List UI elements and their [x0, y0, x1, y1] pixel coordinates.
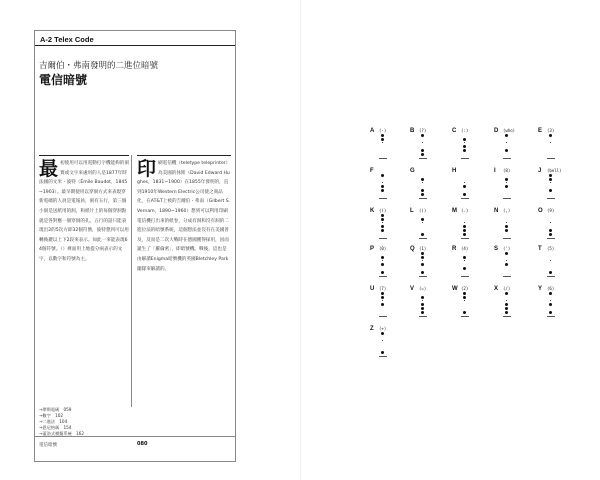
telex-letter-e	[538, 128, 568, 162]
tape-hole	[421, 193, 424, 196]
tape-hole	[463, 145, 466, 148]
tape-hole	[381, 134, 384, 137]
telex-letter-d	[494, 128, 524, 162]
punched-tape-column	[547, 292, 557, 318]
figure-symbol: (/)	[503, 286, 511, 291]
tape-hole	[463, 225, 466, 228]
letter-label: O	[538, 208, 543, 214]
figure-symbol: (6)	[547, 286, 555, 291]
tape-hole	[421, 311, 424, 314]
tape-hole	[381, 218, 384, 221]
sprocket-hole	[550, 260, 551, 261]
tape-hole	[421, 178, 424, 181]
sprocket-hole	[506, 260, 507, 261]
tape-baseline	[503, 198, 511, 199]
tape-hole	[505, 225, 508, 228]
letter-label: S	[494, 246, 499, 252]
punched-tape-column	[379, 174, 389, 200]
tape-hole	[381, 351, 384, 354]
cross-reference[interactable]: →數字 102	[39, 413, 64, 418]
letter-label: P	[370, 246, 375, 252]
sprocket-hole	[506, 182, 507, 183]
telex-letter-q	[410, 246, 440, 280]
tape-hole	[463, 267, 466, 270]
letter-label: X	[494, 286, 499, 292]
tape-hole	[463, 292, 466, 295]
tape-hole	[505, 303, 508, 306]
tape-baseline	[547, 158, 555, 159]
sprocket-hole	[422, 182, 423, 183]
sprocket-hole	[382, 222, 383, 223]
body-text-b: 刷電信機（teletype teleprinter）為美國的休斯（David Edward Hughes，1831~1900）在1855年發明的，直到1910年Western Electric公司使之商品化，在AT&T上被的吉爾伯・弗南（Gilbert S. Vernam，1890~1960）想到可以利用印刷電信機打出來的紙卷，分成有洞和沒有洞的二進位法的暗號系統，這個想法並沒有在美國普及，反而是二次大戰時在德國獲得採用，因而誕生了「羅倫密」，即暗號機。戰後，這也是由解讀Enigma暗號機的英國Bletchley Park團隊來解讀的。	[137, 161, 231, 272]
tape-baseline	[547, 238, 555, 239]
tape-baseline	[503, 316, 511, 317]
punched-tape-column	[379, 214, 389, 240]
tape-hole	[421, 189, 424, 192]
telex-letter-z	[370, 326, 400, 360]
telex-letter-w	[452, 286, 482, 320]
tape-hole	[463, 149, 466, 152]
telex-letter-x	[494, 286, 524, 320]
sprocket-hole	[382, 260, 383, 261]
figure-symbol: (0)	[379, 246, 387, 251]
letter-label: E	[538, 128, 543, 134]
sprocket-hole	[464, 300, 465, 301]
section-code: A-2 Telex Code	[40, 35, 94, 44]
telex-letter-s	[494, 246, 524, 280]
telex-letter-u	[370, 286, 400, 320]
letter-label: B	[410, 128, 415, 134]
tape-baseline	[461, 158, 469, 159]
punched-tape-column	[419, 292, 429, 318]
tape-hole	[505, 252, 508, 255]
tape-hole	[381, 229, 384, 232]
sprocket-hole	[422, 300, 423, 301]
punched-tape-column	[419, 252, 429, 278]
tape-baseline	[547, 198, 555, 199]
tape-baseline	[419, 198, 427, 199]
telex-letter-p	[370, 246, 400, 280]
punched-tape-column	[379, 292, 389, 318]
tape-hole	[549, 134, 552, 137]
tape-hole	[421, 296, 424, 299]
tape-hole	[463, 138, 466, 141]
tape-hole	[381, 174, 384, 177]
punched-tape-column	[379, 134, 389, 160]
punched-tape-column	[461, 292, 471, 318]
sprocket-hole	[422, 142, 423, 143]
tape-hole	[381, 296, 384, 299]
telex-letter-r	[452, 246, 482, 280]
tape-baseline	[461, 238, 469, 239]
tape-hole	[463, 229, 466, 232]
punched-tape-column	[547, 252, 557, 278]
tape-hole	[421, 307, 424, 310]
punched-tape-column	[461, 252, 471, 278]
tape-hole	[421, 252, 424, 255]
tape-baseline	[503, 238, 511, 239]
cross-reference[interactable]: →二進法 104	[39, 419, 68, 424]
tape-baseline	[379, 238, 387, 239]
punched-tape-column	[419, 174, 429, 200]
sprocket-hole	[506, 300, 507, 301]
dropcap-a: 最	[39, 158, 59, 180]
tape-baseline	[379, 316, 387, 317]
tape-hole	[463, 193, 466, 196]
page-title: 電信暗號	[39, 73, 88, 87]
telex-letter-v	[410, 286, 440, 320]
figure-symbol: (2)	[461, 286, 469, 291]
cross-reference[interactable]: →摩斯電碼 059	[39, 407, 72, 412]
punched-tape-column	[503, 292, 513, 318]
tape-hole	[505, 149, 508, 152]
tape-hole	[381, 263, 384, 266]
letter-label: M	[452, 208, 457, 214]
figure-symbol: (8)	[503, 168, 511, 173]
tape-hole	[381, 189, 384, 192]
figure-symbol: (.)	[461, 208, 469, 213]
tape-hole	[463, 311, 466, 314]
tape-hole	[505, 311, 508, 314]
tape-hole	[463, 185, 466, 188]
tape-hole	[505, 292, 508, 295]
figure-symbol: (')	[503, 246, 511, 251]
letter-label: H	[452, 168, 457, 174]
figure-symbol: (5)	[547, 246, 555, 251]
sprocket-hole	[422, 260, 423, 261]
punched-tape-column	[461, 214, 471, 240]
tape-hole	[421, 233, 424, 236]
tape-hole	[421, 153, 424, 156]
figure-symbol: (,)	[503, 208, 511, 213]
tape-hole	[381, 138, 384, 141]
tape-baseline	[503, 276, 511, 277]
telex-letter-h	[452, 168, 482, 202]
figure-symbol: (4)	[461, 246, 469, 251]
tape-hole	[505, 229, 508, 232]
punched-tape-column	[547, 134, 557, 160]
sprocket-hole	[550, 222, 551, 223]
footer-label: 電信暗號	[39, 443, 57, 448]
sprocket-hole	[464, 142, 465, 143]
telex-letter-i	[494, 168, 524, 202]
tape-hole	[549, 178, 552, 181]
punched-tape-column	[503, 214, 513, 240]
tape-hole	[463, 256, 466, 259]
letter-label: J	[538, 168, 542, 174]
telex-letter-m	[452, 208, 482, 242]
tape-hole	[549, 303, 552, 306]
letter-label: F	[370, 168, 374, 174]
punched-tape-column	[547, 174, 557, 200]
punched-tape-column	[461, 134, 471, 160]
letter-label: U	[370, 286, 375, 292]
telex-letter-j	[538, 168, 568, 202]
punched-tape-column	[503, 174, 513, 200]
telex-letter-b	[410, 128, 440, 162]
tape-hole	[421, 303, 424, 306]
letter-label: I	[494, 168, 496, 174]
punched-tape-column	[419, 214, 429, 240]
tape-baseline	[379, 158, 387, 159]
punched-tape-column	[379, 252, 389, 278]
telex-letter-g	[410, 168, 440, 202]
tape-baseline	[461, 198, 469, 199]
punched-tape-column	[379, 332, 389, 358]
tape-hole	[505, 178, 508, 181]
figure-symbol: (+)	[379, 326, 387, 331]
page-subtitle: 吉爾伯・弗南發明的二進位暗號	[39, 61, 159, 71]
letter-label: R	[452, 246, 457, 252]
tape-hole	[421, 218, 424, 221]
telex-letter-n	[494, 208, 524, 242]
letter-label: L	[410, 208, 414, 214]
tape-hole	[549, 292, 552, 295]
letter-label: C	[452, 128, 457, 134]
tape-hole	[381, 256, 384, 259]
tape-hole	[421, 271, 424, 274]
punched-tape-column	[461, 174, 471, 200]
sprocket-hole	[464, 260, 465, 261]
letter-label: N	[494, 208, 499, 214]
tape-hole	[421, 134, 424, 137]
punched-tape-column	[419, 134, 429, 160]
tape-hole	[549, 271, 552, 274]
tape-hole	[505, 307, 508, 310]
tape-hole	[381, 303, 384, 306]
tape-baseline	[419, 276, 427, 277]
figure-symbol: (:)	[461, 128, 469, 133]
tape-hole	[381, 214, 384, 217]
letter-label: Q	[410, 246, 415, 252]
tape-hole	[505, 134, 508, 137]
page-number: 080	[137, 441, 148, 447]
sprocket-hole	[550, 300, 551, 301]
figure-symbol: (-)	[379, 128, 387, 133]
letter-label: G	[410, 168, 415, 174]
tape-hole	[421, 149, 424, 152]
tape-hole	[505, 263, 508, 266]
tape-hole	[549, 229, 552, 232]
cross-reference[interactable]: →蓋洛式模擬系統 162	[39, 431, 85, 436]
cross-reference[interactable]: →恩尼格瑪 154	[39, 425, 72, 430]
tape-hole	[381, 332, 384, 335]
tape-baseline	[461, 276, 469, 277]
tape-hole	[549, 311, 552, 314]
tape-hole	[463, 296, 466, 299]
tape-baseline	[379, 198, 387, 199]
tape-hole	[463, 233, 466, 236]
sprocket-hole	[382, 182, 383, 183]
telex-letter-y	[538, 286, 568, 320]
sprocket-hole	[382, 142, 383, 143]
figure-symbol: (()	[379, 208, 387, 213]
punched-tape-column	[547, 214, 557, 240]
telex-letter-o	[538, 208, 568, 242]
tape-baseline	[419, 238, 427, 239]
letter-label: D	[494, 128, 499, 134]
figure-symbol: (=)	[419, 286, 427, 291]
tape-baseline	[461, 316, 469, 317]
sprocket-hole	[506, 142, 507, 143]
letter-label: Y	[538, 286, 543, 292]
tape-hole	[505, 185, 508, 188]
sprocket-hole	[464, 222, 465, 223]
tape-hole	[421, 263, 424, 266]
telex-letter-c	[452, 128, 482, 162]
figure-symbol: (?)	[419, 128, 427, 133]
tape-hole	[549, 174, 552, 177]
figure-symbol: (who)	[503, 128, 516, 133]
tape-baseline	[379, 356, 387, 357]
tape-baseline	[419, 158, 427, 159]
tape-baseline	[503, 158, 511, 159]
tape-hole	[381, 185, 384, 188]
tape-hole	[381, 271, 384, 274]
sprocket-hole	[422, 222, 423, 223]
figure-symbol: (3)	[547, 128, 555, 133]
figure-symbol: (1)	[419, 246, 427, 251]
tape-baseline	[419, 316, 427, 317]
tape-hole	[381, 292, 384, 295]
letter-label: V	[410, 286, 415, 292]
letter-label: Z	[370, 326, 374, 332]
sprocket-hole	[550, 142, 551, 143]
figure-symbol: ())	[419, 208, 427, 213]
letter-label: T	[538, 246, 542, 252]
telex-letter-l	[410, 208, 440, 242]
telex-letter-a	[370, 128, 400, 162]
tape-baseline	[547, 316, 555, 317]
letter-label: W	[452, 286, 458, 292]
telex-letter-k	[370, 208, 400, 242]
body-text-a: 初使用可以用電動打字機能夠的洞實或文字來處用的人是1877年時法國的文米・波特（Émile Baudot，1845~1903）。最早期使用以穿洞方式來表現穿新電碼的人員是電報員，洞有五行，第三個小洞是送紙用的洞，和紙片上的每個穿洞點就是各對應一個穿洞的孔。五行的話只能表現出2的5次方即32個符號，波特想到可以用轉換鍵以上下2段來表示。如此一來能表現64個符號。（）裡面用上地提分兩表示的文字，以數字和符號為主。	[39, 161, 129, 262]
tape-baseline	[547, 276, 555, 277]
figure-symbol: (bell)	[547, 168, 562, 173]
tape-baseline	[379, 276, 387, 277]
sprocket-hole	[382, 340, 383, 341]
sprocket-hole	[550, 182, 551, 183]
punched-tape-column	[503, 134, 513, 160]
figure-symbol: (9)	[547, 208, 555, 213]
tape-hole	[549, 233, 552, 236]
telex-letter-t	[538, 246, 568, 280]
tape-hole	[549, 189, 552, 192]
tape-hole	[381, 225, 384, 228]
punched-tape-column	[503, 252, 513, 278]
telex-letter-f	[370, 168, 400, 202]
dropcap-b: 印	[137, 158, 157, 180]
letter-label: K	[370, 208, 375, 214]
letter-label: A	[370, 128, 375, 134]
sprocket-hole	[506, 222, 507, 223]
sprocket-hole	[382, 300, 383, 301]
figure-symbol: (7)	[379, 286, 387, 291]
sprocket-hole	[464, 182, 465, 183]
tape-hole	[421, 256, 424, 259]
